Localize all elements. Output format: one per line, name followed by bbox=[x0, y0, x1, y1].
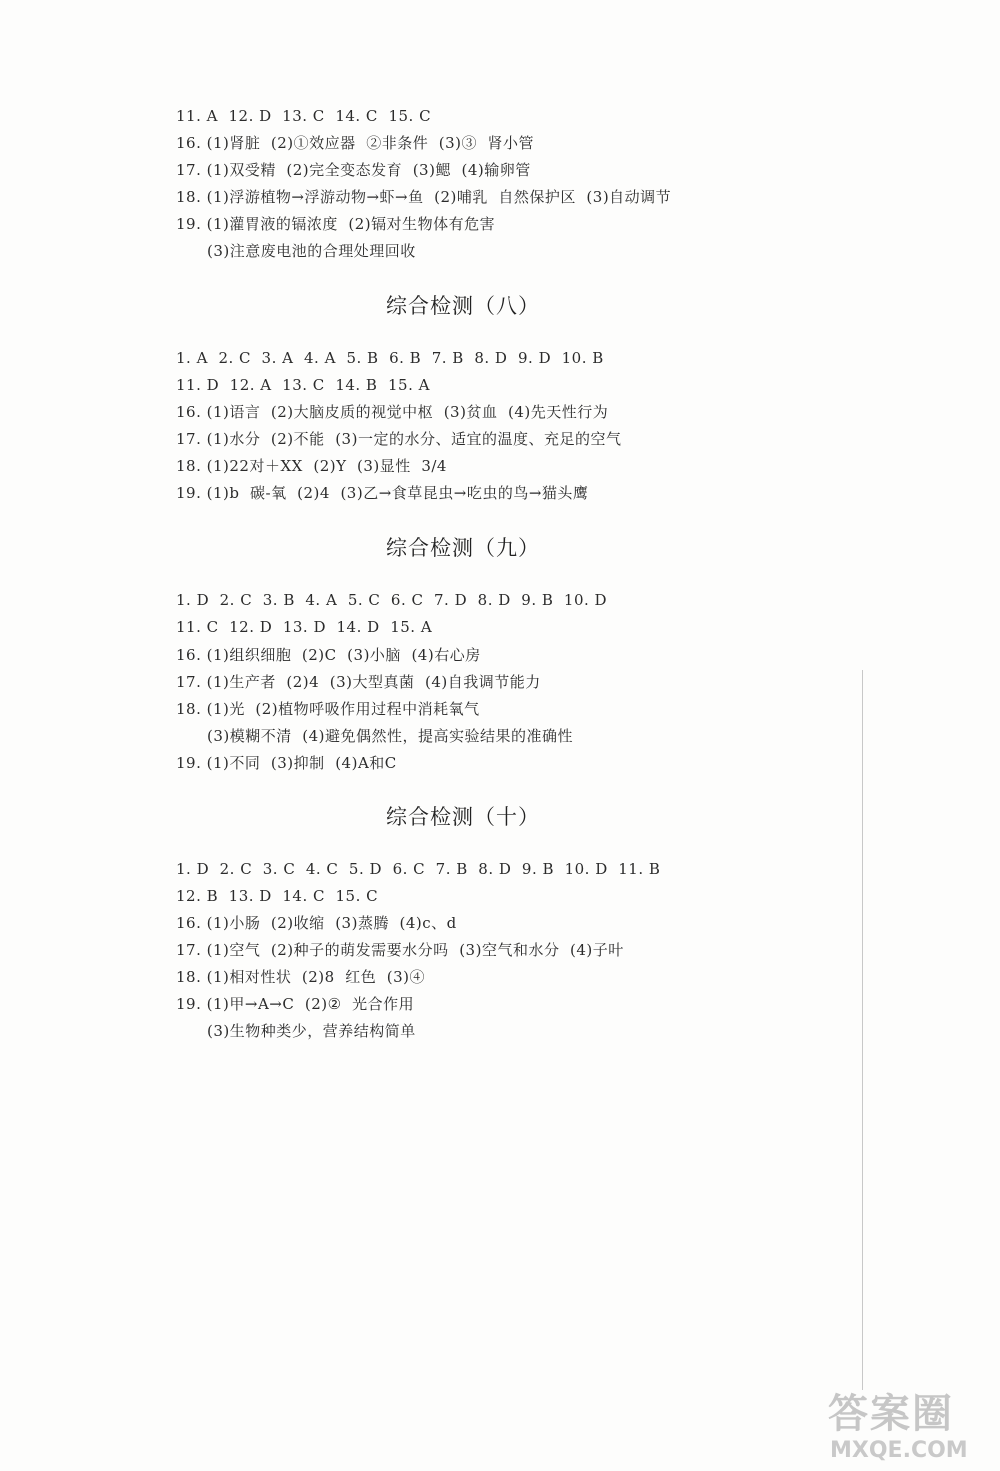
answer-line-18-cont: (3)模糊不清 (4)避免偶然性，提高实验结果的准确性 bbox=[207, 727, 574, 745]
answer-line-11-15: 11. D 12. A 13. C 14. B 15. A bbox=[176, 376, 430, 394]
answer-line-16: 16. (1)肾脏 (2)①效应器 ②非条件 (3)③ 肾小管 bbox=[176, 134, 535, 152]
answer-line-19: 19. (1)灌胃液的镉浓度 (2)镉对生物体有危害 bbox=[176, 215, 496, 233]
answer-line-16: 16. (1)语言 (2)大脑皮质的视觉中枢 (3)贫血 (4)先天性行为 bbox=[176, 403, 609, 421]
answer-line-17: 17. (1)生产者 (2)4 (3)大型真菌 (4)自我调节能力 bbox=[176, 673, 541, 691]
answer-line-1-10: 1. A 2. C 3. A 4. A 5. B 6. B 7. B 8. D 9. D 10. B bbox=[176, 349, 604, 367]
answer-line-16: 16. (1)组织细胞 (2)C (3)小脑 (4)右心房 bbox=[176, 646, 481, 664]
answer-line-19: 19. (1)甲→A→C (2)② 光合作用 bbox=[176, 995, 415, 1013]
answer-line-19: 19. (1)b 碳-氧 (2)4 (3)乙→食草昆虫→吃虫的鸟→猫头鹰 bbox=[176, 484, 589, 502]
answer-line-17: 17. (1)双受精 (2)完全变态发育 (3)鳃 (4)输卵管 bbox=[176, 161, 531, 179]
answer-line-17: 17. (1)空气 (2)种子的萌发需要水分吗 (3)空气和水分 (4)子叶 bbox=[176, 941, 624, 959]
section-title-10: 综合检测（十） bbox=[386, 805, 540, 829]
answer-line-18: 18. (1)光 (2)植物呼吸作用过程中消耗氧气 bbox=[176, 700, 480, 718]
answer-line-16: 16. (1)小肠 (2)收缩 (3)蒸腾 (4)c、d bbox=[176, 914, 457, 932]
answer-line-11-15: 11. C 12. D 13. D 14. D 15. A bbox=[176, 618, 433, 636]
answer-line-18: 18. (1)浮游植物→浮游动物→虾→鱼 (2)哺乳 自然保护区 (3)自动调节 bbox=[176, 188, 672, 206]
answer-line-1-10: 1. D 2. C 3. B 4. A 5. C 6. C 7. D 8. D 9. B 10. D bbox=[176, 591, 608, 609]
answer-line-1-11: 1. D 2. C 3. C 4. C 5. D 6. C 7. B 8. D 9. B 10. D 11. B bbox=[176, 860, 661, 878]
answer-line-11-15: 11. A 12. D 13. C 14. C 15. C bbox=[176, 107, 432, 125]
section-title-9: 综合检测（九） bbox=[386, 536, 540, 560]
page-edge-divider bbox=[862, 670, 863, 1390]
answer-line-19-cont: (3)注意废电池的合理处理回收 bbox=[207, 242, 416, 260]
watermark-logo bbox=[820, 1390, 990, 1468]
watermark-url: MXQE.COM bbox=[830, 1438, 968, 1463]
answer-line-19: 19. (1)不同 (3)抑制 (4)A和C bbox=[176, 754, 397, 772]
answer-line-17: 17. (1)水分 (2)不能 (3)一定的水分、适宜的温度、充足的空气 bbox=[176, 430, 622, 448]
answer-line-18: 18. (1)22对＋XX (2)Y (3)显性 3/4 bbox=[176, 457, 447, 475]
answer-line-12-15: 12. B 13. D 14. C 15. C bbox=[176, 887, 379, 905]
section-title-8: 综合检测（八） bbox=[386, 294, 540, 318]
answer-line-19-cont: (3)生物种类少，营养结构简单 bbox=[207, 1022, 416, 1040]
answer-line-18: 18. (1)相对性状 (2)8 红色 (3)④ bbox=[176, 968, 426, 986]
watermark-title: 答案圈 bbox=[828, 1391, 954, 1437]
